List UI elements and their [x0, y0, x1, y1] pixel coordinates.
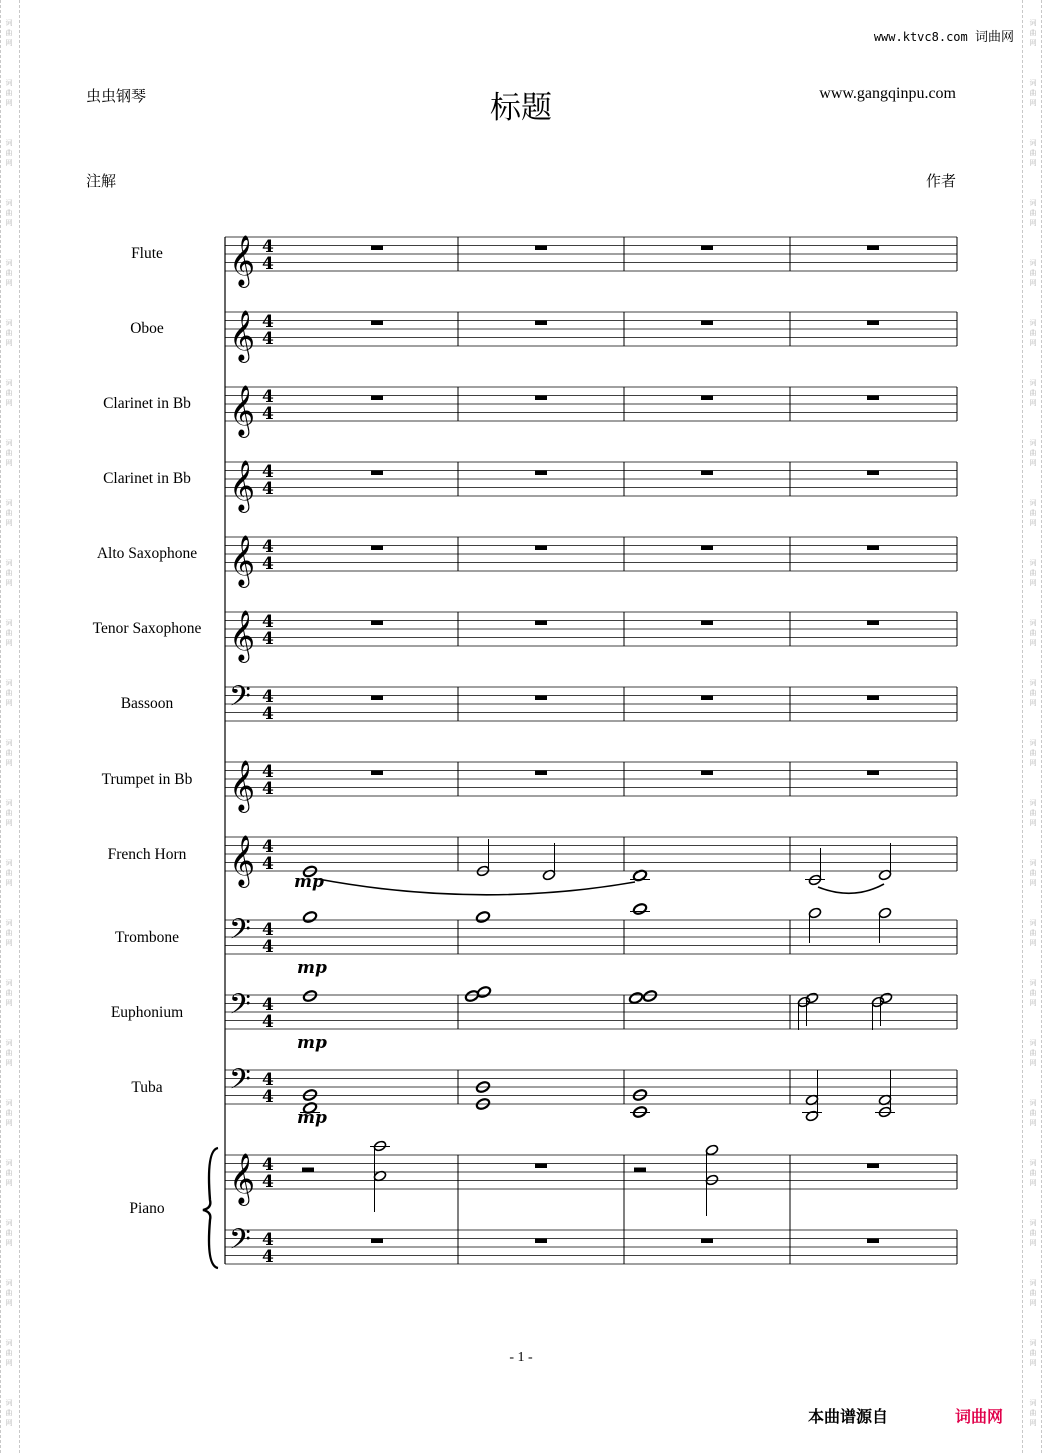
watermark-glyphs: 词 曲 网	[5, 859, 13, 887]
score-title: 标题	[490, 90, 552, 126]
treble-clef: 𝄞	[229, 310, 256, 361]
watermark-glyphs: 词 曲 网	[1029, 799, 1037, 827]
time-signature-bottom: 4	[262, 1012, 274, 1032]
whole-rest	[701, 771, 713, 776]
footer-source-site[interactable]: 词曲网	[955, 1407, 1004, 1426]
watermark-glyphs: 词 曲 网	[5, 379, 13, 407]
whole-rest	[535, 396, 547, 401]
annotation-label: 注解	[86, 172, 117, 190]
treble-clef: 𝄞	[229, 760, 256, 811]
watermark-glyphs: 词 曲 网	[5, 499, 13, 527]
instrument-name-clarinet-1: Clarinet in Bb	[103, 395, 191, 412]
watermark-glyphs: 词 曲 网	[5, 1159, 13, 1187]
half-note	[878, 907, 892, 919]
whole-note	[642, 989, 657, 1002]
time-signature-top: 4	[262, 920, 274, 940]
time-signature-top: 4	[262, 1155, 274, 1175]
watermark-glyphs: 词 曲 网	[1029, 1339, 1037, 1367]
whole-note	[632, 1088, 647, 1101]
publisher-url[interactable]: www.gangqinpu.com	[819, 85, 956, 102]
half-rest	[634, 1168, 646, 1173]
publisher-label: 虫虫钢琴	[86, 87, 147, 105]
instrument-name-clarinet-2: Clarinet in Bb	[103, 470, 191, 487]
whole-rest	[701, 621, 713, 626]
watermark-glyphs: 词 曲 网	[1029, 919, 1037, 947]
time-signature-top: 4	[262, 837, 274, 857]
half-note	[705, 1144, 719, 1156]
instrument-name-trombone: Trombone	[114, 929, 180, 946]
tie-slur	[818, 884, 884, 893]
watermark-glyphs: 词 曲 网	[1029, 559, 1037, 587]
time-signature-bottom: 4	[262, 254, 274, 274]
whole-rest	[371, 246, 383, 251]
watermark-glyphs: 词 曲 网	[5, 619, 13, 647]
time-signature-top: 4	[262, 312, 274, 332]
whole-rest	[371, 396, 383, 401]
watermark-glyphs: 词 曲 网	[1029, 259, 1037, 287]
whole-rest	[535, 771, 547, 776]
whole-rest	[371, 621, 383, 626]
watermark-glyphs: 词 曲 网	[1029, 1099, 1037, 1127]
site-name: 词曲网	[974, 30, 1014, 45]
whole-rest	[701, 246, 713, 251]
instrument-name-flute: Flute	[131, 245, 163, 262]
watermark-glyphs: 词 曲 网	[5, 979, 13, 1007]
instrument-name-oboe: Oboe	[130, 320, 164, 337]
watermark-glyphs: 词 曲 网	[1029, 1279, 1037, 1307]
time-signature-top: 4	[262, 1070, 274, 1090]
time-signature-top: 4	[262, 687, 274, 707]
whole-note	[302, 1088, 317, 1101]
bass-clef: 𝄢	[229, 1063, 251, 1103]
whole-rest	[535, 1239, 547, 1244]
instrument-name-tuba: Tuba	[131, 1079, 163, 1096]
whole-rest	[867, 546, 879, 551]
watermark-glyphs: 词 曲 网	[5, 739, 13, 767]
whole-rest	[535, 546, 547, 551]
watermark-glyphs: 词 曲 网	[1029, 139, 1037, 167]
whole-note	[628, 991, 643, 1004]
time-signature-bottom: 4	[262, 629, 274, 649]
page-number: - 1 -	[509, 1350, 533, 1365]
watermark-glyphs: 词 曲 网	[5, 1279, 13, 1307]
watermark-glyphs: 词 曲 网	[5, 259, 13, 287]
time-signature-bottom: 4	[262, 854, 274, 874]
watermark-glyphs: 词 曲 网	[1029, 1219, 1037, 1247]
footer-source-label: 本曲谱源自	[808, 1407, 889, 1426]
watermark-glyphs: 词 曲 网	[5, 199, 13, 227]
whole-rest	[701, 696, 713, 701]
watermark-glyphs: 词 曲 网	[1029, 979, 1037, 1007]
watermark-glyphs: 词 曲 网	[5, 439, 13, 467]
piano-brace	[203, 1148, 218, 1268]
whole-rest	[867, 396, 879, 401]
time-signature-top: 4	[262, 995, 274, 1015]
whole-rest	[867, 771, 879, 776]
watermark-glyphs: 词 曲 网	[1029, 499, 1037, 527]
bass-clef: 𝄢	[229, 1223, 251, 1263]
half-note	[705, 1174, 719, 1186]
whole-rest	[535, 246, 547, 251]
time-signature-bottom: 4	[262, 329, 274, 349]
whole-note	[476, 985, 491, 998]
time-signature-bottom: 4	[262, 937, 274, 957]
time-signature-bottom: 4	[262, 404, 274, 424]
dynamic-marking: mp	[297, 1108, 327, 1128]
time-signature-top: 4	[262, 537, 274, 557]
bass-clef: 𝄢	[229, 913, 251, 953]
instrument-name-trumpet: Trumpet in Bb	[101, 771, 193, 788]
time-signature-top: 4	[262, 462, 274, 482]
watermark-glyphs: 词 曲 网	[5, 319, 13, 347]
whole-note	[632, 902, 647, 915]
treble-clef: 𝄞	[229, 835, 256, 886]
whole-rest	[535, 696, 547, 701]
whole-rest	[371, 771, 383, 776]
bass-clef: 𝄢	[229, 988, 251, 1028]
whole-rest	[371, 546, 383, 551]
whole-rest	[867, 1164, 879, 1169]
watermark-glyphs: 词 曲 网	[5, 139, 13, 167]
watermark-glyphs: 词 曲 网	[1029, 679, 1037, 707]
whole-rest	[701, 546, 713, 551]
whole-rest	[701, 471, 713, 476]
time-signature-top: 4	[262, 612, 274, 632]
time-signature-bottom: 4	[262, 1172, 274, 1192]
watermark-glyphs: 词 曲 网	[1029, 79, 1037, 107]
half-note	[805, 992, 819, 1004]
whole-rest	[371, 321, 383, 326]
watermark-glyphs: 词 曲 网	[5, 1039, 13, 1067]
watermark-glyphs: 词 曲 网	[1029, 859, 1037, 887]
time-signature-bottom: 4	[262, 704, 274, 724]
whole-rest	[867, 1239, 879, 1244]
whole-rest	[535, 321, 547, 326]
watermark-glyphs: 词 曲 网	[1029, 1039, 1037, 1067]
treble-clef: 𝄞	[229, 385, 256, 436]
watermark-glyphs: 词 曲 网	[1029, 379, 1037, 407]
watermark-glyphs: 词 曲 网	[1029, 619, 1037, 647]
instrument-name-alto-sax: Alto Saxophone	[96, 545, 198, 562]
time-signature-bottom: 4	[262, 1087, 274, 1107]
whole-rest	[867, 621, 879, 626]
treble-clef: 𝄞	[229, 235, 256, 286]
watermark-glyphs: 词 曲 网	[1029, 439, 1037, 467]
watermark-glyphs: 词 曲 网	[1029, 319, 1037, 347]
watermark-glyphs: 词 曲 网	[1029, 19, 1037, 47]
dynamic-marking: mp	[297, 1033, 327, 1053]
site-url[interactable]: www.ktvc8.com	[873, 30, 968, 44]
watermark-glyphs: 词 曲 网	[5, 919, 13, 947]
whole-rest	[371, 1239, 383, 1244]
watermark-glyphs: 词 曲 网	[5, 1399, 13, 1427]
composer-label: 作者	[925, 172, 956, 190]
whole-rest	[371, 696, 383, 701]
instrument-name-euphonium: Euphonium	[110, 1004, 184, 1021]
treble-clef: 𝄞	[229, 610, 256, 661]
whole-rest	[701, 396, 713, 401]
watermark-glyphs: 词 曲 网	[1029, 1399, 1037, 1427]
whole-rest	[867, 696, 879, 701]
treble-clef: 𝄞	[229, 460, 256, 511]
time-signature-bottom: 4	[262, 779, 274, 799]
tie-slur	[318, 879, 635, 895]
whole-rest	[535, 1164, 547, 1169]
whole-rest	[701, 1239, 713, 1244]
treble-clef: 𝄞	[229, 535, 256, 586]
watermark-glyphs: 词 曲 网	[5, 559, 13, 587]
instrument-name-piano: Piano	[129, 1200, 165, 1217]
watermark-glyphs: 词 曲 网	[5, 19, 13, 47]
whole-rest	[535, 621, 547, 626]
watermark-glyphs: 词 曲 网	[1029, 1159, 1037, 1187]
whole-rest	[867, 321, 879, 326]
bass-clef: 𝄢	[229, 680, 251, 720]
whole-note	[475, 910, 490, 923]
time-signature-top: 4	[262, 1230, 274, 1250]
whole-rest	[867, 471, 879, 476]
half-note	[805, 1110, 819, 1122]
half-note	[879, 992, 893, 1004]
whole-rest	[535, 471, 547, 476]
watermark-glyphs: 词 曲 网	[5, 1339, 13, 1367]
half-rest	[302, 1168, 314, 1173]
instrument-name-french-horn: French Horn	[107, 846, 187, 863]
whole-note	[302, 910, 317, 923]
watermark-glyphs: 词 曲 网	[1029, 199, 1037, 227]
whole-rest	[701, 321, 713, 326]
whole-note	[302, 989, 317, 1002]
half-note	[808, 907, 822, 919]
watermark-glyphs: 词 曲 网	[1029, 739, 1037, 767]
time-signature-bottom: 4	[262, 554, 274, 574]
instrument-name-bassoon: Bassoon	[120, 695, 174, 712]
dynamic-marking: mp	[294, 872, 324, 892]
time-signature-bottom: 4	[262, 479, 274, 499]
watermark-glyphs: 词 曲 网	[5, 679, 13, 707]
dynamic-marking: mp	[297, 958, 327, 978]
whole-rest	[371, 471, 383, 476]
watermark-glyphs: 词 曲 网	[5, 79, 13, 107]
time-signature-top: 4	[262, 237, 274, 257]
watermark-glyphs: 词 曲 网	[5, 799, 13, 827]
whole-rest	[867, 246, 879, 251]
time-signature-top: 4	[262, 387, 274, 407]
watermark-glyphs: 词 曲 网	[5, 1099, 13, 1127]
time-signature-top: 4	[262, 762, 274, 782]
time-signature-bottom: 4	[262, 1247, 274, 1267]
watermark-glyphs: 词 曲 网	[5, 1219, 13, 1247]
instrument-name-tenor-sax: Tenor Saxophone	[92, 620, 202, 637]
treble-clef: 𝄞	[229, 1153, 256, 1204]
